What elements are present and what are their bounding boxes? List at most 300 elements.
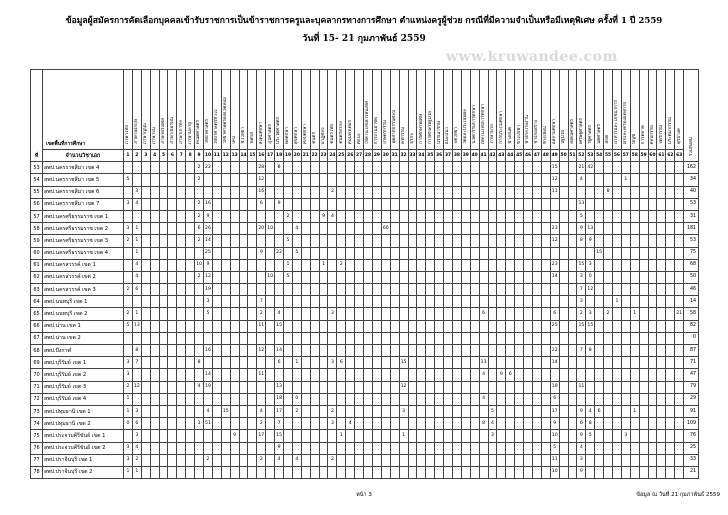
applicant-count: [221, 235, 230, 247]
applicant-count: [301, 271, 310, 283]
applicant-count: [230, 405, 239, 417]
applicant-count: [675, 186, 684, 198]
applicant-count: [515, 235, 524, 247]
applicant-count: [301, 235, 310, 247]
applicant-count: [666, 186, 675, 198]
applicant-count: [239, 162, 248, 174]
applicant-count: [195, 284, 204, 296]
applicant-count: [239, 393, 248, 405]
applicant-count: [159, 235, 168, 247]
applicant-count: [399, 247, 408, 259]
applicant-count: [346, 174, 355, 186]
applicant-count: [648, 418, 657, 430]
applicant-count: [284, 442, 293, 454]
applicant-count: [195, 430, 204, 442]
applicant-count: [150, 247, 159, 259]
applicant-count: [479, 210, 488, 222]
subject-header: [586, 70, 595, 150]
applicant-count: 4: [577, 442, 586, 454]
subject-header-label: ประวัติศาสตร์: [276, 116, 282, 144]
applicant-count: [488, 393, 497, 405]
applicant-count: [470, 393, 479, 405]
applicant-count: [648, 259, 657, 271]
applicant-count: [426, 284, 435, 296]
applicant-count: [550, 198, 559, 210]
applicant-count: 5: [204, 308, 213, 320]
applicant-count: [604, 210, 613, 222]
applicant-count: [230, 296, 239, 308]
applicant-count: [159, 466, 168, 478]
applicant-count: [595, 418, 604, 430]
applicant-count: [221, 320, 230, 332]
applicant-count: [630, 381, 639, 393]
applicant-count: 1: [630, 405, 639, 417]
applicant-count: [532, 466, 541, 478]
applicant-count: 25: [204, 247, 213, 259]
applicant-count: [319, 418, 328, 430]
subject-number: 32: [399, 150, 408, 162]
applicant-count: [595, 210, 604, 222]
row-total: 46: [684, 284, 699, 296]
subject-number: 58: [630, 150, 639, 162]
applicant-count: [488, 466, 497, 478]
applicant-count: [648, 186, 657, 198]
applicant-count: [470, 357, 479, 369]
applicant-count: [452, 259, 461, 271]
applicant-count: [408, 430, 417, 442]
applicant-count: [301, 174, 310, 186]
applicant-count: 2: [124, 284, 133, 296]
applicant-count: [399, 454, 408, 466]
applicant-count: [532, 357, 541, 369]
applicant-count: [435, 271, 444, 283]
applicant-count: [372, 369, 381, 381]
applicant-count: 4: [346, 418, 355, 430]
applicant-count: [301, 332, 310, 344]
applicant-count: [524, 357, 533, 369]
applicant-count: [212, 345, 221, 357]
applicant-count: [355, 418, 364, 430]
applicant-count: [212, 174, 221, 186]
applicant-count: [177, 247, 186, 259]
applicant-count: [186, 345, 195, 357]
row-number: 54: [31, 174, 43, 186]
applicant-count: 3: [124, 198, 133, 210]
area-name: สพป.นนทบุรี เขต 1: [43, 296, 124, 308]
applicant-count: [452, 430, 461, 442]
applicant-count: [541, 186, 550, 198]
applicant-count: [657, 308, 666, 320]
subject-header-label: ภาษาฝรั่งเศส: [160, 118, 166, 144]
applicant-count: [186, 393, 195, 405]
area-name: สพป.ปทุมธานี เขต 2: [43, 418, 124, 430]
applicant-count: [328, 271, 337, 283]
row-number: 74: [31, 418, 43, 430]
applicant-count: [319, 332, 328, 344]
applicant-count: [648, 308, 657, 320]
applicant-count: [390, 162, 399, 174]
subject-header: [675, 70, 684, 150]
applicant-count: [275, 174, 284, 186]
applicant-count: [328, 235, 337, 247]
applicant-count: [621, 162, 630, 174]
applicant-count: [506, 320, 515, 332]
applicant-count: [408, 466, 417, 478]
applicant-count: [355, 174, 364, 186]
applicant-count: 12: [204, 271, 213, 283]
subject-header-label: พลศึกษา: [285, 126, 291, 144]
subject-header: [630, 70, 639, 150]
applicant-count: [177, 442, 186, 454]
table-row: [31, 454, 699, 466]
applicant-count: 7: [257, 296, 266, 308]
applicant-count: [319, 308, 328, 320]
applicant-count: [390, 235, 399, 247]
applicant-count: [488, 357, 497, 369]
applicant-count: [586, 442, 595, 454]
applicant-count: 3: [132, 405, 141, 417]
applicant-count: [319, 393, 328, 405]
applicant-count: [506, 247, 515, 259]
applicant-count: [124, 345, 133, 357]
applicant-count: [266, 369, 275, 381]
applicant-count: [230, 369, 239, 381]
applicant-count: [577, 369, 586, 381]
applicant-count: [630, 296, 639, 308]
applicant-count: [479, 442, 488, 454]
applicant-count: [346, 186, 355, 198]
applicant-count: [381, 345, 390, 357]
applicant-count: [417, 418, 426, 430]
applicant-count: [435, 393, 444, 405]
applicant-count: [488, 369, 497, 381]
applicant-count: [648, 320, 657, 332]
applicant-count: [221, 186, 230, 198]
applicant-count: [612, 198, 621, 210]
applicant-count: [301, 296, 310, 308]
applicant-count: [639, 174, 648, 186]
subject-header-label: เทคโนโลยีการศึกษา: [480, 103, 486, 144]
applicant-count: [488, 223, 497, 235]
applicant-count: [630, 223, 639, 235]
applicant-count: [239, 405, 248, 417]
applicant-count: [621, 308, 630, 320]
applicant-count: [515, 223, 524, 235]
applicant-count: [630, 418, 639, 430]
applicant-count: [337, 418, 346, 430]
applicant-count: [586, 381, 595, 393]
applicant-count: [639, 320, 648, 332]
applicant-count: [577, 332, 586, 344]
watermark: www.kruwandee.com: [446, 49, 618, 65]
applicant-count: [168, 247, 177, 259]
subject-number: 63: [675, 150, 684, 162]
applicant-count: [435, 247, 444, 259]
applicant-count: [497, 235, 506, 247]
row-total: 181: [684, 223, 699, 235]
applicant-count: [150, 430, 159, 442]
applicant-count: [559, 320, 568, 332]
applicant-count: [159, 186, 168, 198]
applicant-count: [417, 223, 426, 235]
applicant-count: [346, 466, 355, 478]
applicant-count: [177, 369, 186, 381]
applicant-count: [257, 271, 266, 283]
applicant-count: [284, 466, 293, 478]
applicant-count: [230, 162, 239, 174]
area-name: สพป.นครศรีธรรมราช เขต 2: [43, 223, 124, 235]
applicant-count: [532, 296, 541, 308]
applicant-count: 4: [195, 381, 204, 393]
subject-number: 10: [204, 150, 213, 162]
applicant-count: [586, 393, 595, 405]
applicant-count: [124, 247, 133, 259]
subject-number: 23: [319, 150, 328, 162]
applicant-count: [612, 186, 621, 198]
applicant-count: 4: [257, 405, 266, 417]
applicant-count: [461, 454, 470, 466]
applicant-count: [675, 442, 684, 454]
applicant-count: [212, 223, 221, 235]
applicant-count: [141, 210, 150, 222]
applicant-count: [372, 418, 381, 430]
applicant-count: [292, 381, 301, 393]
applicant-count: [212, 405, 221, 417]
applicant-count: [177, 418, 186, 430]
applicant-count: [399, 332, 408, 344]
subject-header-label: สถิติ: [605, 135, 611, 144]
applicant-count: [559, 174, 568, 186]
applicant-count: [168, 442, 177, 454]
applicant-count: [479, 235, 488, 247]
applicant-count: [346, 259, 355, 271]
applicant-count: [541, 418, 550, 430]
applicant-count: [461, 271, 470, 283]
applicant-count: [604, 198, 613, 210]
applicant-count: [399, 198, 408, 210]
applicant-count: 12: [132, 381, 141, 393]
applicant-count: [559, 430, 568, 442]
applicant-count: [488, 186, 497, 198]
applicant-count: 5: [124, 174, 133, 186]
applicant-count: [301, 454, 310, 466]
applicant-count: [435, 162, 444, 174]
applicant-count: [257, 442, 266, 454]
subject-header-label: ช่างกลโรงงาน: [525, 115, 531, 144]
applicant-count: [346, 332, 355, 344]
applicant-count: [266, 381, 275, 393]
applicant-count: [461, 198, 470, 210]
applicant-count: [497, 405, 506, 417]
applicant-count: [364, 198, 373, 210]
applicant-count: [292, 186, 301, 198]
subject-header: [506, 70, 515, 150]
applicant-count: [124, 332, 133, 344]
applicant-count: [221, 223, 230, 235]
applicant-count: [390, 332, 399, 344]
applicant-count: [559, 381, 568, 393]
applicant-count: [639, 284, 648, 296]
applicant-count: [515, 259, 524, 271]
applicant-count: 15: [550, 162, 559, 174]
applicant-count: [666, 198, 675, 210]
applicant-count: 26: [204, 223, 213, 235]
subject-count-row: [31, 150, 699, 162]
applicant-count: [559, 162, 568, 174]
applicant-count: 5: [284, 271, 293, 283]
applicant-count: [168, 162, 177, 174]
applicant-count: [266, 454, 275, 466]
applicant-count: [595, 393, 604, 405]
applicant-count: 9: [257, 247, 266, 259]
applicant-count: [497, 223, 506, 235]
applicant-count: [506, 345, 515, 357]
subject-header: [524, 70, 533, 150]
applicant-count: [515, 381, 524, 393]
applicant-count: 42: [586, 162, 595, 174]
applicant-count: [399, 186, 408, 198]
applicant-count: [604, 405, 613, 417]
table-row: [31, 405, 699, 417]
applicant-count: 2: [195, 235, 204, 247]
applicant-count: [292, 174, 301, 186]
applicant-count: [417, 186, 426, 198]
applicant-count: [630, 235, 639, 247]
subject-header: [479, 70, 488, 150]
applicant-count: [186, 162, 195, 174]
area-name: สพป.นครราชสีมา เขต 7: [43, 198, 124, 210]
table-row: [31, 332, 699, 344]
applicant-count: [470, 284, 479, 296]
subject-number: 8: [186, 150, 195, 162]
applicant-count: [141, 198, 150, 210]
applicant-count: [319, 271, 328, 283]
applicant-count: [621, 198, 630, 210]
row-total: 14: [684, 296, 699, 308]
subject-header-label: สังคมศาสตร์: [569, 119, 575, 144]
row-total: 75: [684, 247, 699, 259]
applicant-count: 3: [328, 308, 337, 320]
applicant-count: [248, 296, 257, 308]
applicant-count: [230, 198, 239, 210]
table-row: [31, 345, 699, 357]
applicant-count: [337, 405, 346, 417]
row-number: 66: [31, 320, 43, 332]
applicant-count: [364, 235, 373, 247]
applicant-count: 11: [550, 454, 559, 466]
row-number: 57: [31, 210, 43, 222]
applicant-count: [470, 223, 479, 235]
row-total: 50: [684, 271, 699, 283]
applicant-count: [381, 186, 390, 198]
applicant-count: [390, 296, 399, 308]
applicant-count: [230, 454, 239, 466]
applicant-count: [417, 430, 426, 442]
applicant-count: [417, 454, 426, 466]
subject-number: 52: [577, 150, 586, 162]
applicant-count: [195, 332, 204, 344]
applicant-count: 21: [577, 162, 586, 174]
subject-header: [239, 70, 248, 150]
applicant-count: [470, 210, 479, 222]
subject-header: [408, 70, 417, 150]
applicant-count: [452, 162, 461, 174]
subject-header-label: เกษตรกรรม: [383, 120, 389, 144]
subject-number: 35: [426, 150, 435, 162]
applicant-count: [381, 271, 390, 283]
applicant-count: [604, 345, 613, 357]
applicant-count: [657, 418, 666, 430]
applicant-count: [275, 186, 284, 198]
applicant-count: [355, 332, 364, 344]
applicant-count: [212, 308, 221, 320]
subject-header: [132, 70, 141, 150]
subject-number: 13: [230, 150, 239, 162]
applicant-count: [186, 369, 195, 381]
applicant-count: [248, 174, 257, 186]
applicant-count: [524, 381, 533, 393]
applicant-count: 16: [204, 198, 213, 210]
applicant-count: [310, 247, 319, 259]
applicant-count: [399, 174, 408, 186]
applicant-count: [595, 320, 604, 332]
subject-header-label: บัญชี: [632, 134, 638, 144]
applicant-count: 4: [479, 369, 488, 381]
applicant-count: [266, 430, 275, 442]
applicant-count: [612, 210, 621, 222]
applicant-count: [648, 162, 657, 174]
applicant-count: [541, 235, 550, 247]
applicant-count: [621, 345, 630, 357]
applicant-count: [390, 284, 399, 296]
applicant-count: [355, 454, 364, 466]
applicant-count: [310, 223, 319, 235]
applicant-count: 6: [479, 308, 488, 320]
applicant-count: 6: [577, 418, 586, 430]
applicant-count: [364, 271, 373, 283]
applicant-count: [621, 393, 630, 405]
applicant-count: [372, 393, 381, 405]
applicant-count: [284, 345, 293, 357]
applicant-count: [230, 418, 239, 430]
applicant-count: 5: [488, 405, 497, 417]
applicant-count: [390, 174, 399, 186]
applicant-count: [132, 210, 141, 222]
applicant-count: [515, 454, 524, 466]
applicant-count: [444, 296, 453, 308]
applicant-count: [337, 271, 346, 283]
applicant-count: [195, 345, 204, 357]
row-total: 68: [684, 259, 699, 271]
applicant-count: [381, 418, 390, 430]
applicant-count: [390, 442, 399, 454]
applicant-count: [675, 345, 684, 357]
applicant-count: 9: [577, 405, 586, 417]
applicant-count: [568, 223, 577, 235]
applicant-count: [372, 162, 381, 174]
applicant-count: [186, 284, 195, 296]
applicant-count: [648, 369, 657, 381]
applicant-count: 3: [132, 186, 141, 198]
subject-header-label: รัฐศาสตร์: [587, 125, 593, 144]
applicant-count: [328, 320, 337, 332]
applicant-count: [568, 430, 577, 442]
applicant-count: [355, 223, 364, 235]
applicant-count: 3: [124, 223, 133, 235]
subject-header: [284, 70, 293, 150]
applicant-count: [595, 259, 604, 271]
applicant-count: [479, 296, 488, 308]
